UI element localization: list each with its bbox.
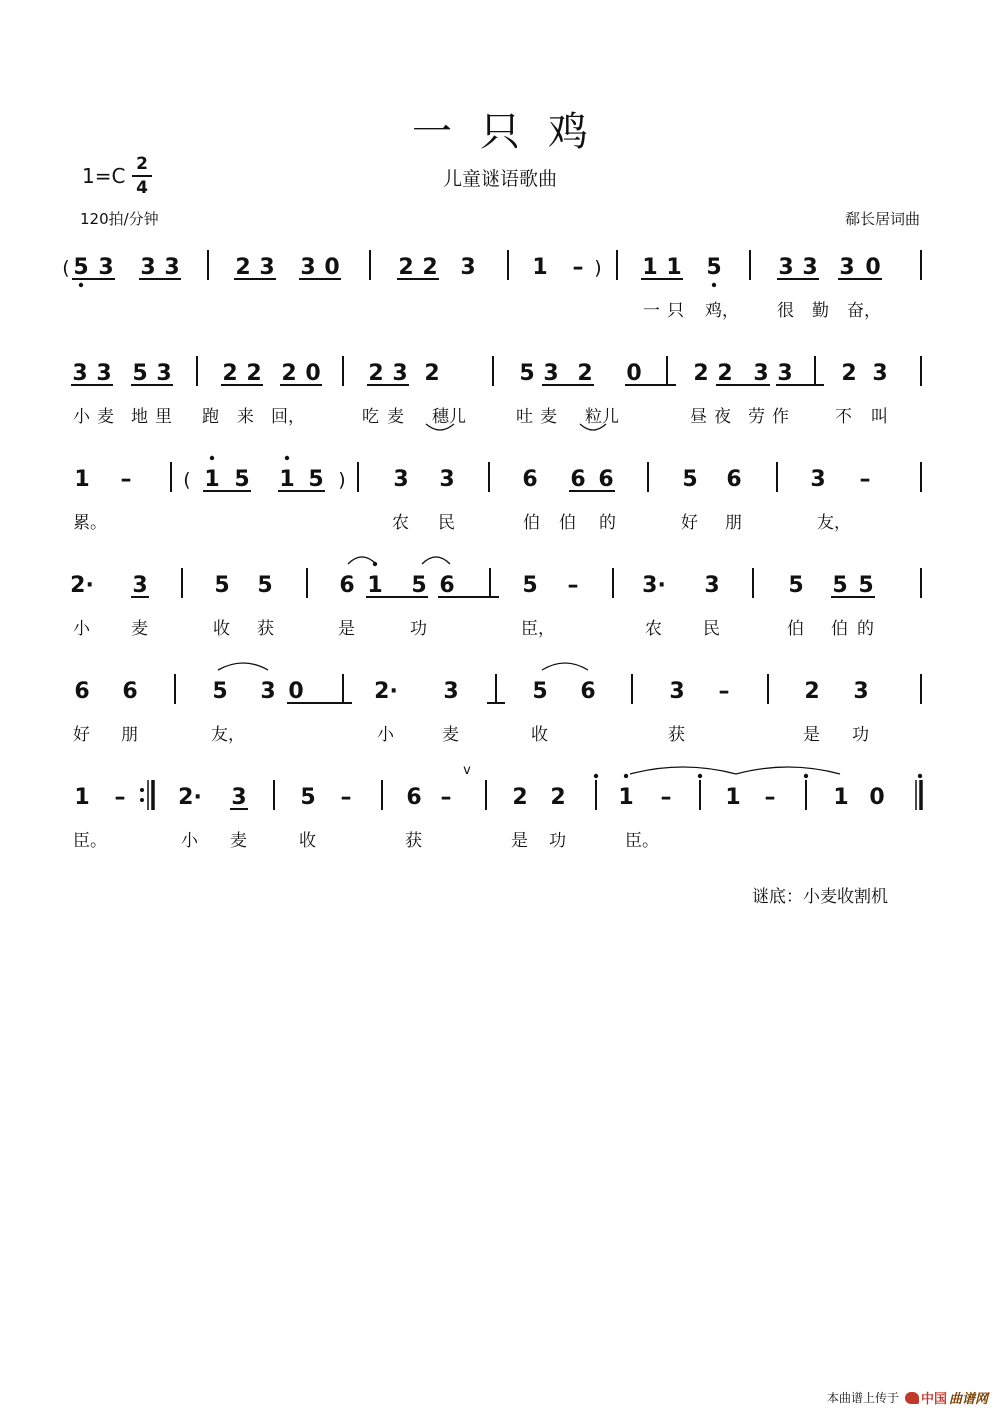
lyric-word: 友， — [211, 725, 245, 745]
lyric-word: 来 — [237, 407, 254, 427]
octave-dot — [712, 283, 716, 287]
note: 2 — [717, 361, 733, 386]
note: 3 — [132, 573, 148, 598]
lyric-word: 臣， — [521, 619, 555, 639]
note: 2 — [281, 361, 297, 386]
note: 2 — [693, 361, 709, 386]
lyric-word: 伯 — [831, 619, 848, 639]
note: 3 — [443, 679, 459, 704]
note: 0 — [865, 255, 881, 280]
key-signature: 1=C — [82, 164, 126, 188]
note: 3 — [853, 679, 869, 704]
lyric-word: 收 — [213, 619, 230, 639]
lyric-word: 小 — [181, 831, 198, 851]
note: 3 — [543, 361, 559, 386]
note: 6 — [74, 679, 90, 704]
note: 5 — [832, 573, 848, 598]
lyric-word: 小 — [377, 725, 394, 745]
note: 3 — [260, 679, 276, 704]
note: 3 — [300, 255, 316, 280]
note: 1 — [367, 573, 383, 598]
note: 2· — [178, 785, 202, 810]
note: 2 — [246, 361, 262, 386]
lyric-word: 臣。 — [73, 831, 107, 851]
note: 2· — [70, 573, 94, 598]
lyric-word: 功 — [852, 725, 869, 745]
note: 6 — [439, 573, 455, 598]
note: 2 — [398, 255, 414, 280]
note: 5 — [519, 361, 535, 386]
logo-text-a: 中国 — [920, 1392, 947, 1407]
note: 2 — [368, 361, 384, 386]
lyric-word: 跑 — [202, 407, 219, 427]
lyric-word: 回， — [271, 407, 305, 427]
note: 5 — [858, 573, 874, 598]
lyric-word: 好 — [73, 725, 90, 745]
octave-dot — [285, 456, 289, 460]
lyric-word: 粒儿 — [585, 407, 619, 427]
note: 5 — [257, 573, 273, 598]
note: 3 — [72, 361, 88, 386]
tempo-marking: 120拍/分钟 — [80, 210, 159, 228]
lyric-word: 的 — [599, 513, 616, 533]
lyric-word: 收 — [299, 831, 316, 851]
octave-dot — [918, 774, 922, 778]
note: 2 — [424, 361, 440, 386]
lyric-word: 穗儿 — [432, 407, 466, 427]
note: 2· — [374, 679, 398, 704]
lyric-word: 吃 — [362, 407, 379, 427]
slur — [630, 767, 736, 774]
note: 1 — [74, 467, 90, 492]
lyric-word: 的 — [857, 619, 874, 639]
lyric-word: 麦 — [387, 407, 404, 427]
note: 1 — [279, 467, 295, 492]
note: 1 — [725, 785, 741, 810]
note: 6 — [122, 679, 138, 704]
note: 6 — [339, 573, 355, 598]
lyric-word: 功 — [410, 619, 427, 639]
slur — [422, 557, 450, 564]
lyric-word: 获 — [257, 619, 274, 639]
note: 1 — [204, 467, 220, 492]
note: 6 — [570, 467, 586, 492]
lyric-word: 劳 — [748, 407, 765, 427]
lyric-word: 获 — [668, 725, 685, 745]
repeat-dot — [140, 788, 144, 792]
note: 2 — [222, 361, 238, 386]
note: 5 — [308, 467, 324, 492]
note: 5 — [706, 255, 722, 280]
note: 1 — [642, 255, 658, 280]
note: 3 — [460, 255, 476, 280]
octave-dot — [698, 774, 702, 778]
lyric-word: 伯 — [523, 513, 540, 533]
lyric-word: 勤 — [812, 301, 829, 321]
lyric-word: 是 — [511, 831, 528, 851]
note: 6 — [522, 467, 538, 492]
lyric-word: 鸡， — [705, 301, 739, 321]
lyric-word: 麦 — [442, 725, 459, 745]
dash-extension: – — [567, 573, 579, 598]
lyric-word: 夜 — [714, 407, 731, 427]
octave-dot — [594, 774, 598, 778]
lyric-word: 收 — [531, 725, 548, 745]
note: 1 — [666, 255, 682, 280]
note: 5 — [214, 573, 230, 598]
note: 3 — [164, 255, 180, 280]
note: 5 — [132, 361, 148, 386]
note: 5 — [532, 679, 548, 704]
note: 1 — [74, 785, 90, 810]
lyric-word: 麦 — [540, 407, 557, 427]
lyric-word: 一 — [643, 301, 660, 321]
time-signature-bottom: 4 — [136, 178, 148, 198]
note: 1 — [532, 255, 548, 280]
time-signature-top: 2 — [136, 154, 148, 174]
note: 0 — [869, 785, 885, 810]
lyric-word: 累。 — [73, 513, 107, 533]
lyric-word: 小 — [73, 619, 90, 639]
lyric-word: 是 — [338, 619, 355, 639]
logo-text-b: 曲谱网 — [948, 1392, 988, 1407]
lyric-word: 地 — [131, 407, 148, 427]
logo-mark-icon — [905, 1392, 919, 1404]
note: 6 — [598, 467, 614, 492]
note: 3 — [704, 573, 720, 598]
lyric-word: 农 — [392, 513, 409, 533]
note: 2 — [550, 785, 566, 810]
note: 3· — [642, 573, 666, 598]
title-char: 鸡 — [548, 109, 588, 155]
lyric-word: 很 — [777, 301, 794, 321]
octave-dot — [210, 456, 214, 460]
note: 5 — [212, 679, 228, 704]
note: 3 — [96, 361, 112, 386]
dash-extension: – — [440, 785, 452, 810]
note: 1 — [833, 785, 849, 810]
slur — [542, 663, 588, 670]
note: 2 — [235, 255, 251, 280]
composer-credit: 郗长居词曲 — [844, 210, 920, 228]
lyric-word: 农 — [645, 619, 662, 639]
dash-extension: – — [764, 785, 776, 810]
note: 0 — [288, 679, 304, 704]
note: 5 — [300, 785, 316, 810]
note: 0 — [626, 361, 642, 386]
lyric-word: 麦 — [230, 831, 247, 851]
note: 5 — [411, 573, 427, 598]
lyric-word: 友， — [817, 513, 851, 533]
slur — [218, 663, 268, 670]
footer-credit — [827, 1388, 988, 1407]
note: 3 — [156, 361, 172, 386]
lyric-word: 是 — [803, 725, 820, 745]
note: 6 — [580, 679, 596, 704]
note: 3 — [777, 361, 793, 386]
lyric-word: 只 — [667, 301, 684, 321]
parenthesis: ( — [62, 257, 70, 279]
note: 5 — [234, 467, 250, 492]
breath-mark: v — [463, 763, 471, 778]
title-char: 只 — [480, 109, 520, 155]
note: 3 — [392, 361, 408, 386]
lyric-word: 民 — [438, 513, 455, 533]
lyric-word: 叫 — [871, 407, 888, 427]
octave-dot — [804, 774, 808, 778]
lyric-word: 小 — [73, 407, 90, 427]
site-logo — [905, 1388, 988, 1407]
note: 3 — [669, 679, 685, 704]
lyric-word: 吐 — [516, 407, 533, 427]
footer-prefix: 本曲谱上传于 — [826, 1391, 899, 1405]
dash-extension: – — [114, 785, 126, 810]
lyric-word: 伯 — [559, 513, 576, 533]
slur — [348, 557, 376, 564]
note: 6 — [726, 467, 742, 492]
note: 3 — [393, 467, 409, 492]
lyric-word: 朋 — [725, 513, 742, 533]
note: 2 — [577, 361, 593, 386]
lyric-word: 作 — [772, 407, 789, 427]
parenthesis: ( — [183, 469, 191, 491]
note: 3 — [98, 255, 114, 280]
note: 3 — [802, 255, 818, 280]
song-subtitle: 儿童谜语歌曲 — [442, 168, 557, 190]
riddle-answer: 谜底：小麦收割机 — [752, 887, 888, 907]
lyric-word: 获 — [405, 831, 422, 851]
note: 3 — [231, 785, 247, 810]
lyric-word: 里 — [155, 407, 172, 427]
title-char: 一 — [412, 109, 452, 155]
slur — [736, 767, 840, 774]
dash-extension: – — [718, 679, 730, 704]
lyric-word: 伯 — [787, 619, 804, 639]
dash-extension: – — [859, 467, 871, 492]
dash-extension: – — [340, 785, 352, 810]
lyric-word: 不 — [835, 407, 852, 427]
lyric-word: 臣。 — [625, 831, 659, 851]
note: 3 — [872, 361, 888, 386]
note: 5 — [522, 573, 538, 598]
octave-dot — [624, 774, 628, 778]
note: 3 — [259, 255, 275, 280]
note: 3 — [439, 467, 455, 492]
note: 3 — [140, 255, 156, 280]
dash-extension: – — [120, 467, 132, 492]
note: 2 — [512, 785, 528, 810]
note: 3 — [753, 361, 769, 386]
dash-extension: – — [660, 785, 672, 810]
parenthesis: ) — [338, 469, 346, 491]
note: 2 — [804, 679, 820, 704]
note: 5 — [73, 255, 89, 280]
note: 3 — [839, 255, 855, 280]
note: 0 — [324, 255, 340, 280]
lyric-word: 麦 — [97, 407, 114, 427]
note: 3 — [810, 467, 826, 492]
note: 5 — [788, 573, 804, 598]
lyric-word: 麦 — [131, 619, 148, 639]
note: 1 — [618, 785, 634, 810]
lyric-word: 功 — [549, 831, 566, 851]
dash-extension: – — [572, 255, 584, 280]
lyric-word: 好 — [681, 513, 698, 533]
note: 2 — [422, 255, 438, 280]
note: 0 — [305, 361, 321, 386]
lyric-word: 昼 — [690, 407, 707, 427]
lyric-word: 奋， — [847, 301, 881, 321]
note: 5 — [682, 467, 698, 492]
note: 3 — [778, 255, 794, 280]
lyric-word: 民 — [703, 619, 720, 639]
octave-dot — [79, 283, 83, 287]
note: 6 — [406, 785, 422, 810]
parenthesis: ) — [594, 257, 602, 279]
note: 2 — [841, 361, 857, 386]
lyric-word: 朋 — [121, 725, 138, 745]
repeat-dot — [140, 798, 144, 802]
